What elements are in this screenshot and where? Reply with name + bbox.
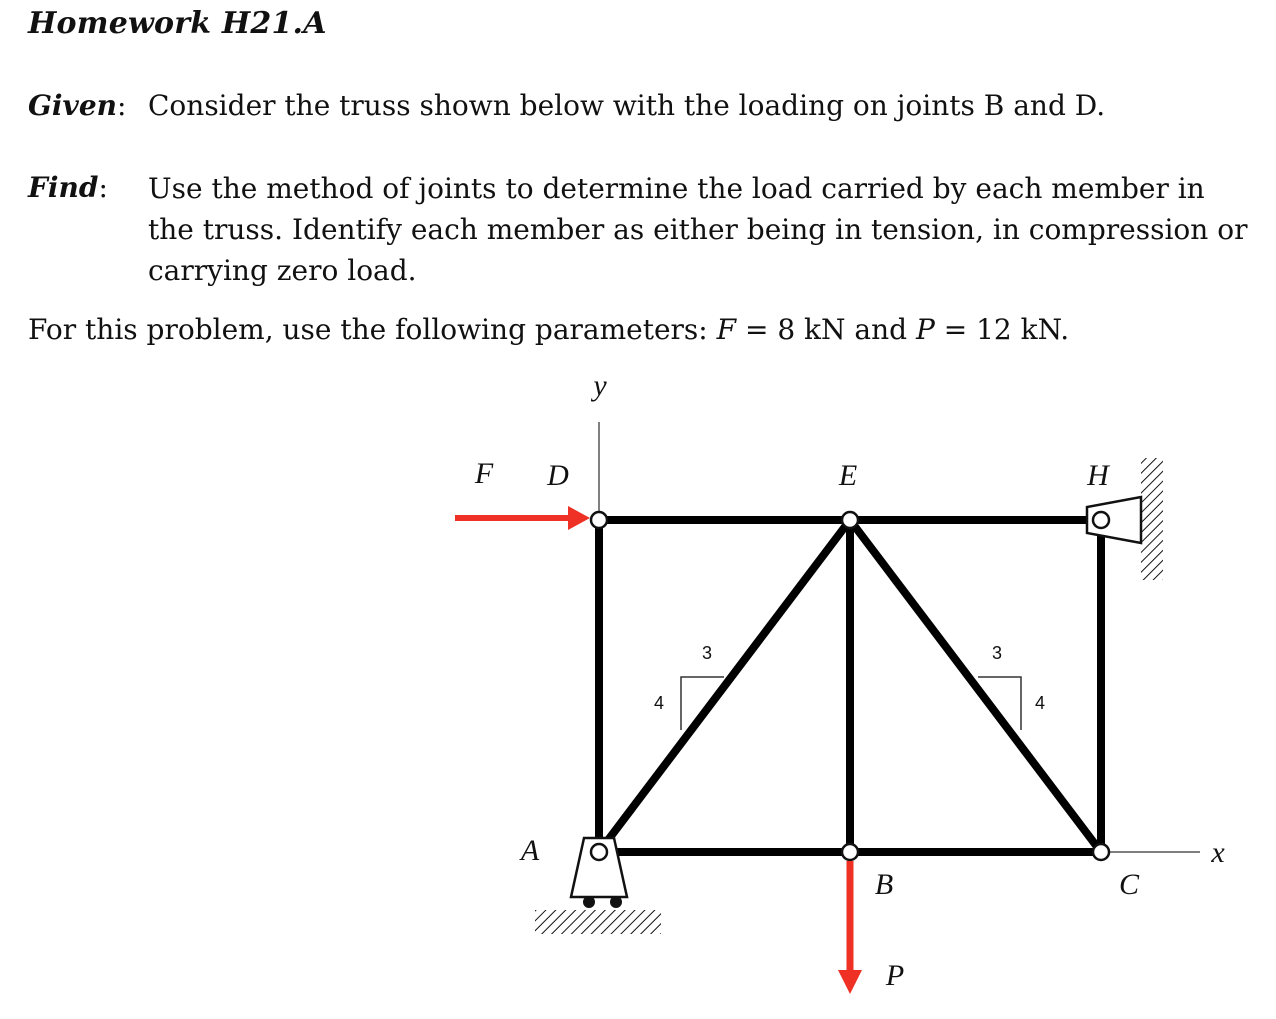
given-text: Consider the truss shown below with the loading on joints B and D.	[148, 89, 1106, 122]
member-CE	[850, 520, 1101, 852]
load-label-F: F	[474, 457, 494, 490]
x-axis-label: x	[1211, 836, 1225, 869]
joint-label-H: H	[1087, 459, 1109, 492]
given-label: Given:	[28, 89, 127, 122]
find-text: Use the method of joints to determine the load carried by each member in the truss. Identify each member as either being in tension, in compression or carrying zero load.	[148, 172, 1248, 287]
member-AE	[599, 520, 850, 852]
slope-left-rise: 4	[653, 693, 665, 713]
find-label: Find:	[28, 171, 108, 204]
slope-left-run: 3	[701, 643, 713, 663]
joint-A	[591, 844, 607, 860]
joint-label-D: D	[547, 459, 569, 492]
joint-label-A: A	[520, 834, 540, 867]
y-axis-label: y	[593, 369, 607, 402]
joint-C	[1093, 844, 1109, 860]
joint-H	[1093, 512, 1109, 528]
homework-title: Homework H21.A	[28, 6, 327, 41]
joint-label-B: B	[874, 868, 894, 901]
slope-right-run: 3	[991, 643, 1003, 663]
joint-label-C: C	[1118, 868, 1140, 901]
load-label-P: P	[885, 959, 905, 992]
joint-D	[591, 512, 607, 528]
joint-B	[842, 844, 858, 860]
parameters-line: For this problem, use the following parameters: F = 8 kN and P = 12 kN.	[28, 313, 1070, 346]
joint-E	[842, 512, 858, 528]
slope-right-rise: 4	[1034, 693, 1046, 713]
joint-label-E: E	[838, 459, 858, 492]
load-arrow-F	[455, 506, 590, 530]
load-arrow-P	[838, 861, 862, 994]
slope-triangle-left	[681, 677, 724, 730]
